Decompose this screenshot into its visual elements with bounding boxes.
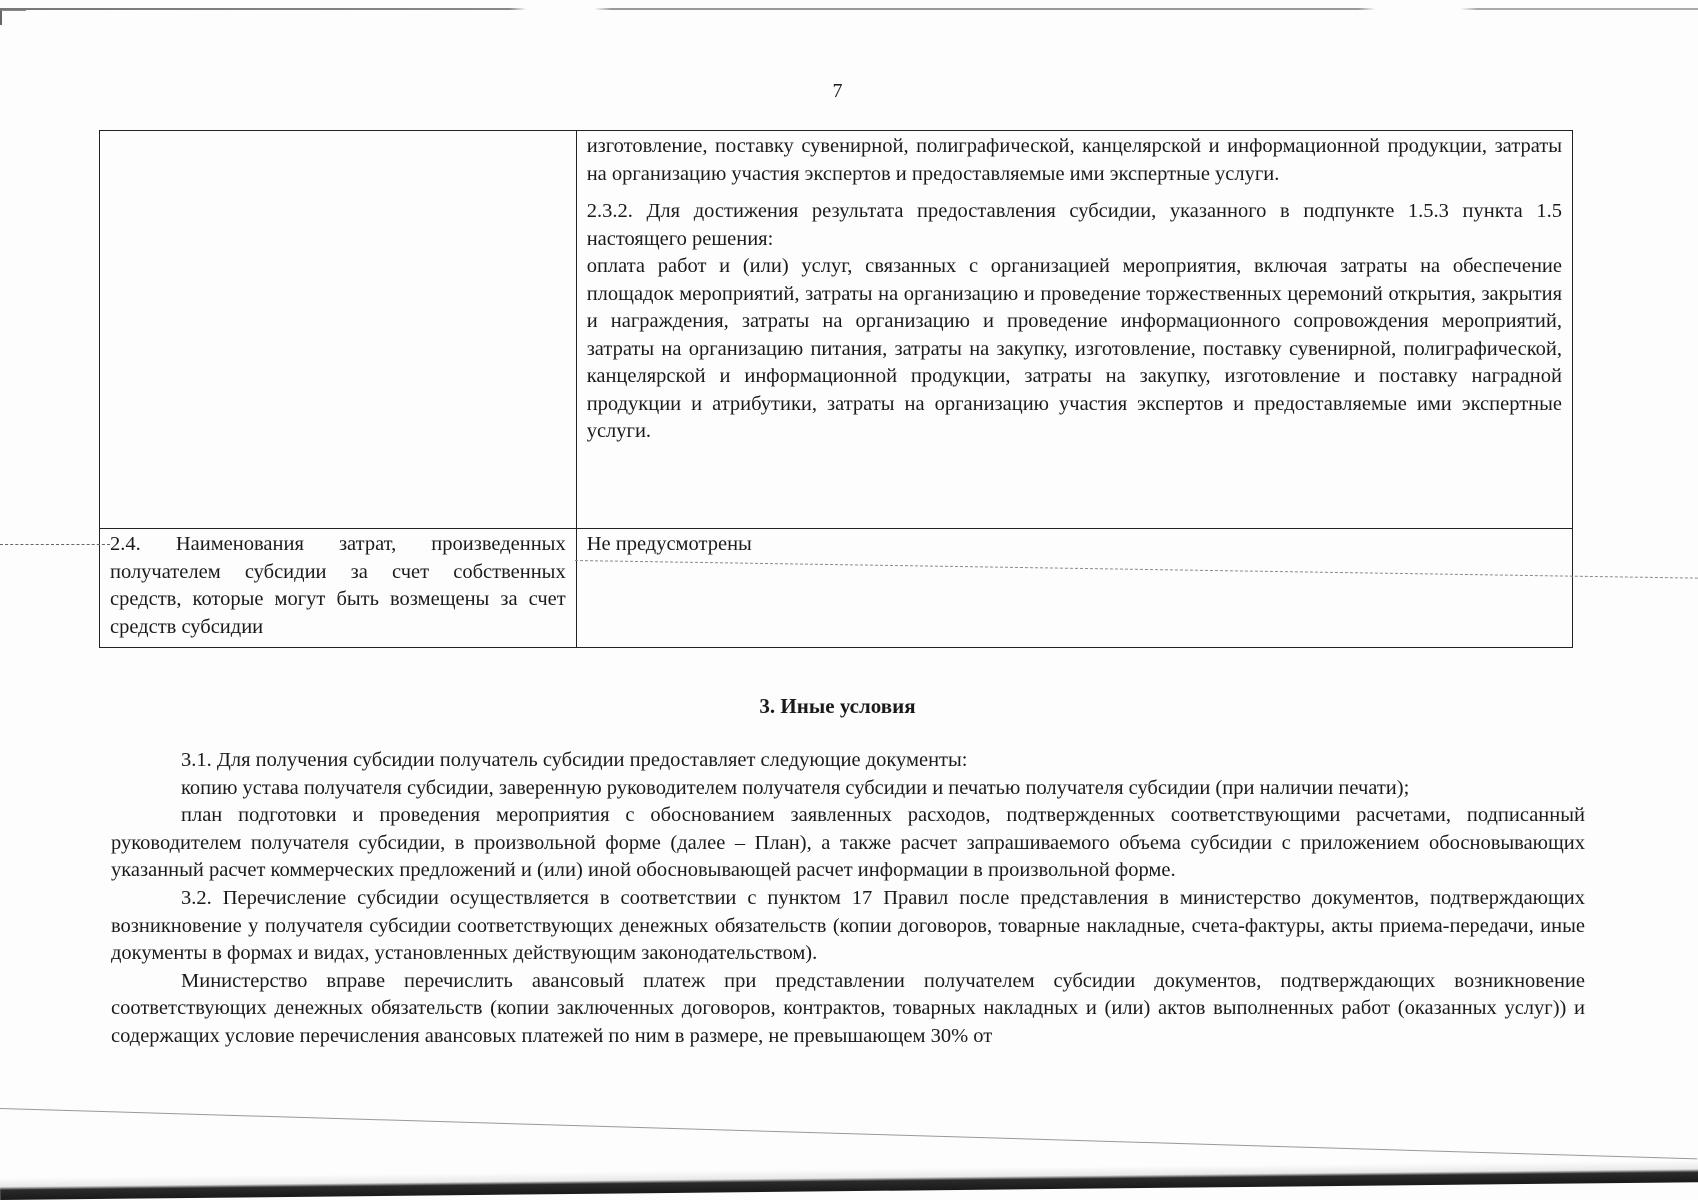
cell-paragraph-heading xyxy=(587,198,1562,446)
scan-artifact-top xyxy=(0,8,1698,10)
table-cell-right xyxy=(576,131,1572,529)
subclause-heading: 2.3.2. Для достижения результата предоставления субсидии, указанного в подпункте 1.5.3 пункта 1.5 настоящего решения: xyxy=(586,200,1562,250)
paragraph: 3.1. Для получения субсидии получатель субсидии предоставляет следующие документы: xyxy=(181,749,968,771)
section-title: 3. Иные условия xyxy=(759,694,916,718)
table-row xyxy=(100,529,1573,648)
section-body xyxy=(111,747,1585,1051)
table-row xyxy=(100,131,1573,529)
table-cell-left xyxy=(100,131,577,529)
scan-artifact-line xyxy=(0,1108,1697,1159)
paragraph: копию устава получателя субсидии, заверенную руководителем получателя субсидии и печатью получателя субсидии (при наличии печати); xyxy=(181,776,1410,799)
scan-artifact-line xyxy=(0,544,110,545)
paragraph: план подготовки и проведения мероприятия с обоснованием заявленных расходов, подтвержденных соответствующими расчетами, подписанный руководителем получателя субсидии, в произвольной форме (далее – План), а также расчет запрашиваемого объема субсидии с приложением обосновывающих указанный расчет коммерческих предложений и (или) иной обосновывающей расчет информации в произвольной форме. xyxy=(111,804,1585,882)
paragraph: Министерство вправе перечислить авансовый платеж при представлении получателем субсидии документов, подтверждающих возникновение соответствующих денежных обязательств (копии заключенных договоров, контрактов, товарных накладных и (или) актов выполненных работ (оказанных услуг)) и содержащих условие перечисления авансовых платежей по ним в размере, не превышающем 30% от xyxy=(111,969,1585,1047)
subclause-body: оплата работ и (или) услуг, связанных с организацией мероприятия, включая затраты на обеспечение площадок мероприятий, затраты на организацию и проведение торжественных церемоний открытия, закрытия и награждения, затраты на организацию и проведение информационного сопровождения мероприятий, затраты на организацию питания, затраты на закупку, изготовление, поставку сувенирной, полиграфической, канцелярской и информационной продукции, затраты на закупку, изготовление и поставку наградной продукции и атрибутики, затраты на организацию участия экспертов и предоставляемые ими экспертные услуги. xyxy=(586,255,1562,442)
table-cell-right: Не предусмотрены xyxy=(576,529,1572,648)
scan-artifact-bottom xyxy=(0,1160,1698,1200)
paragraph: 3.2. Перечисление субсидии осуществляется в соответствии с пунктом 17 Правил после представления в министерство документов, подтверждающих возникновение у получателя субсидии соответствующих денежных обязательств (копии договоров, товарные накладные, счета-фактуры, акты приема-передачи, иные документы в формах и видах, установленных действующим законодательством). xyxy=(111,886,1585,965)
scan-artifact-corner xyxy=(0,10,26,25)
table-cell-left: 2.4. Наименования затрат, произведенных получателем субсидии за счет собственных средств, которые могут быть возмещены за счет средств субсидии xyxy=(100,529,577,648)
page-number: 7 xyxy=(832,80,843,102)
cell-paragraph: изготовление, поставку сувенирной, полиграфической, канцелярской и информационной продукции, затраты на организацию участия экспертов и предоставляемые ими экспертные услуги. xyxy=(586,135,1562,185)
terms-table xyxy=(99,130,1573,648)
